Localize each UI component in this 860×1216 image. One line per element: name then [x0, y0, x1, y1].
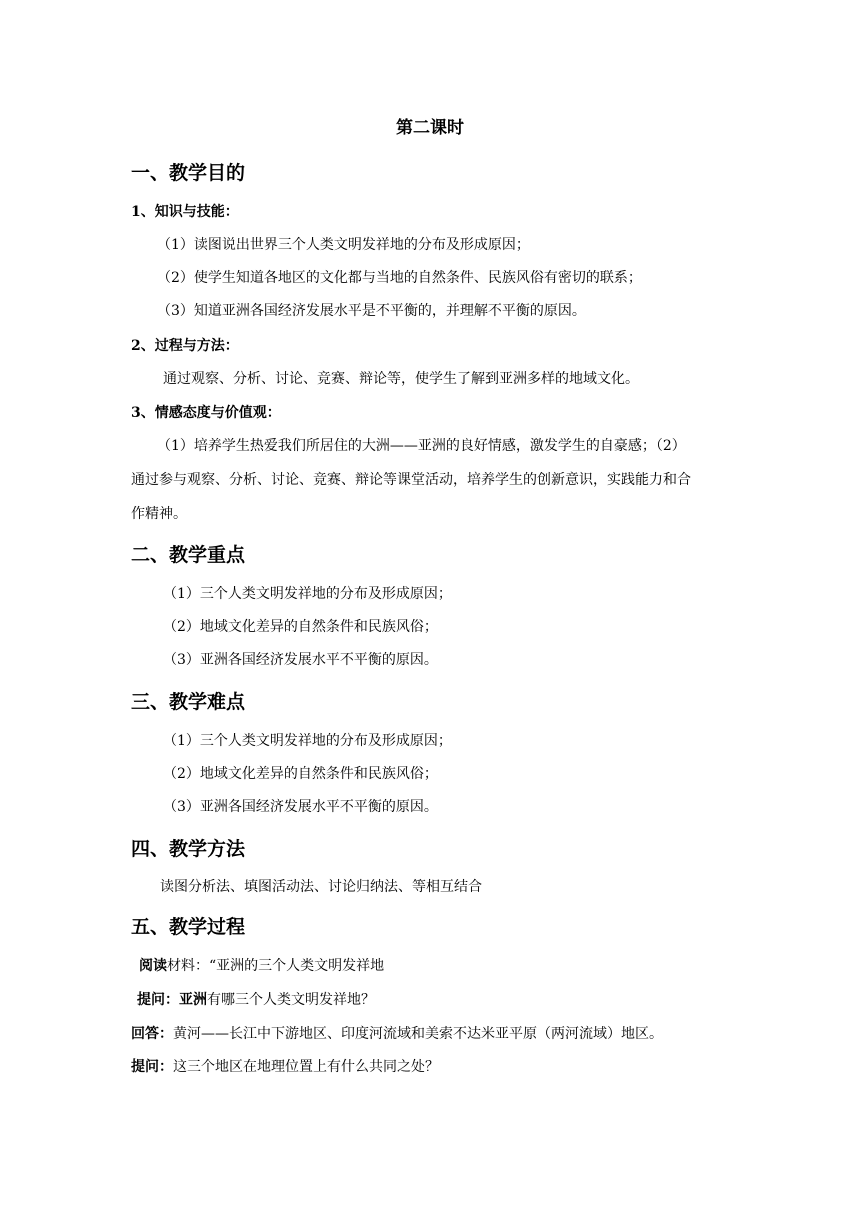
question-label: 提问：亚洲	[137, 992, 207, 1008]
list-item: （1）三个人类文明发祥地的分布及形成原因；	[163, 733, 452, 749]
section-heading-key-points: 二、教学重点	[131, 544, 246, 566]
paragraph-line: 作精神。	[131, 506, 187, 522]
list-item: （3）亚洲各国经济发展水平不平衡的原因。	[163, 799, 438, 815]
paragraph-line: （1）培养学生热爱我们所居住的大洲——亚洲的良好情感，激发学生的自豪感；（2）	[157, 438, 686, 454]
list-item: （1）三个人类文明发祥地的分布及形成原因；	[163, 586, 452, 602]
paragraph: 读图分析法、填图活动法、讨论归纳法、等相互结合	[160, 879, 482, 895]
read-text: 材料：“亚洲的三个人类文明发祥地	[167, 958, 385, 974]
question-text: 这三个地区在地理位置上有什么共同之处？	[173, 1059, 439, 1075]
paragraph-line: 通过参与观察、分析、讨论、竞赛、辩论等课堂活动，培养学生的创新意识，实践能力和合	[131, 472, 691, 488]
answer-line	[131, 1024, 663, 1044]
reading-line	[139, 956, 384, 976]
section-heading-process: 五、教学过程	[131, 916, 246, 938]
list-item: （3）亚洲各国经济发展水平不平衡的原因。	[163, 652, 438, 668]
subheading-process-methods: 2、过程与方法：	[131, 338, 239, 354]
list-item: （2）地域文化差异的自然条件和民族风俗；	[163, 766, 438, 782]
page-title: 第二课时	[396, 118, 464, 138]
question-line	[131, 1057, 439, 1077]
question-line	[137, 990, 375, 1010]
objective-item: （2）使学生知道各地区的文化都与当地的自然条件、民族风俗有密切的联系；	[157, 270, 642, 286]
objective-item: （3）知道亚洲各国经济发展水平是不平衡的，并理解不平衡的原因。	[157, 303, 586, 319]
section-heading-objectives: 一、教学目的	[131, 162, 246, 184]
answer-label: 回答：	[131, 1026, 173, 1042]
question-label: 提问：	[131, 1059, 173, 1075]
objective-item: （1）读图说出世界三个人类文明发祥地的分布及形成原因；	[157, 237, 530, 253]
paragraph: 通过观察、分析、讨论、竞赛、辩论等，使学生了解到亚洲多样的地域文化。	[163, 371, 639, 387]
section-heading-difficulties: 三、教学难点	[131, 691, 246, 713]
read-label: 阅读	[139, 958, 167, 974]
list-item: （2）地域文化差异的自然条件和民族风俗；	[163, 619, 438, 635]
subheading-knowledge-skills: 1、知识与技能：	[131, 204, 239, 220]
section-heading-methods: 四、教学方法	[131, 838, 246, 860]
subheading-attitudes-values: 3、情感态度与价值观：	[131, 405, 281, 421]
answer-text: 黄河——长江中下游地区、印度河流域和美索不达米亚平原（两河流域）地区。	[173, 1026, 663, 1042]
question-text: 有哪三个人类文明发祥地？	[207, 992, 375, 1008]
